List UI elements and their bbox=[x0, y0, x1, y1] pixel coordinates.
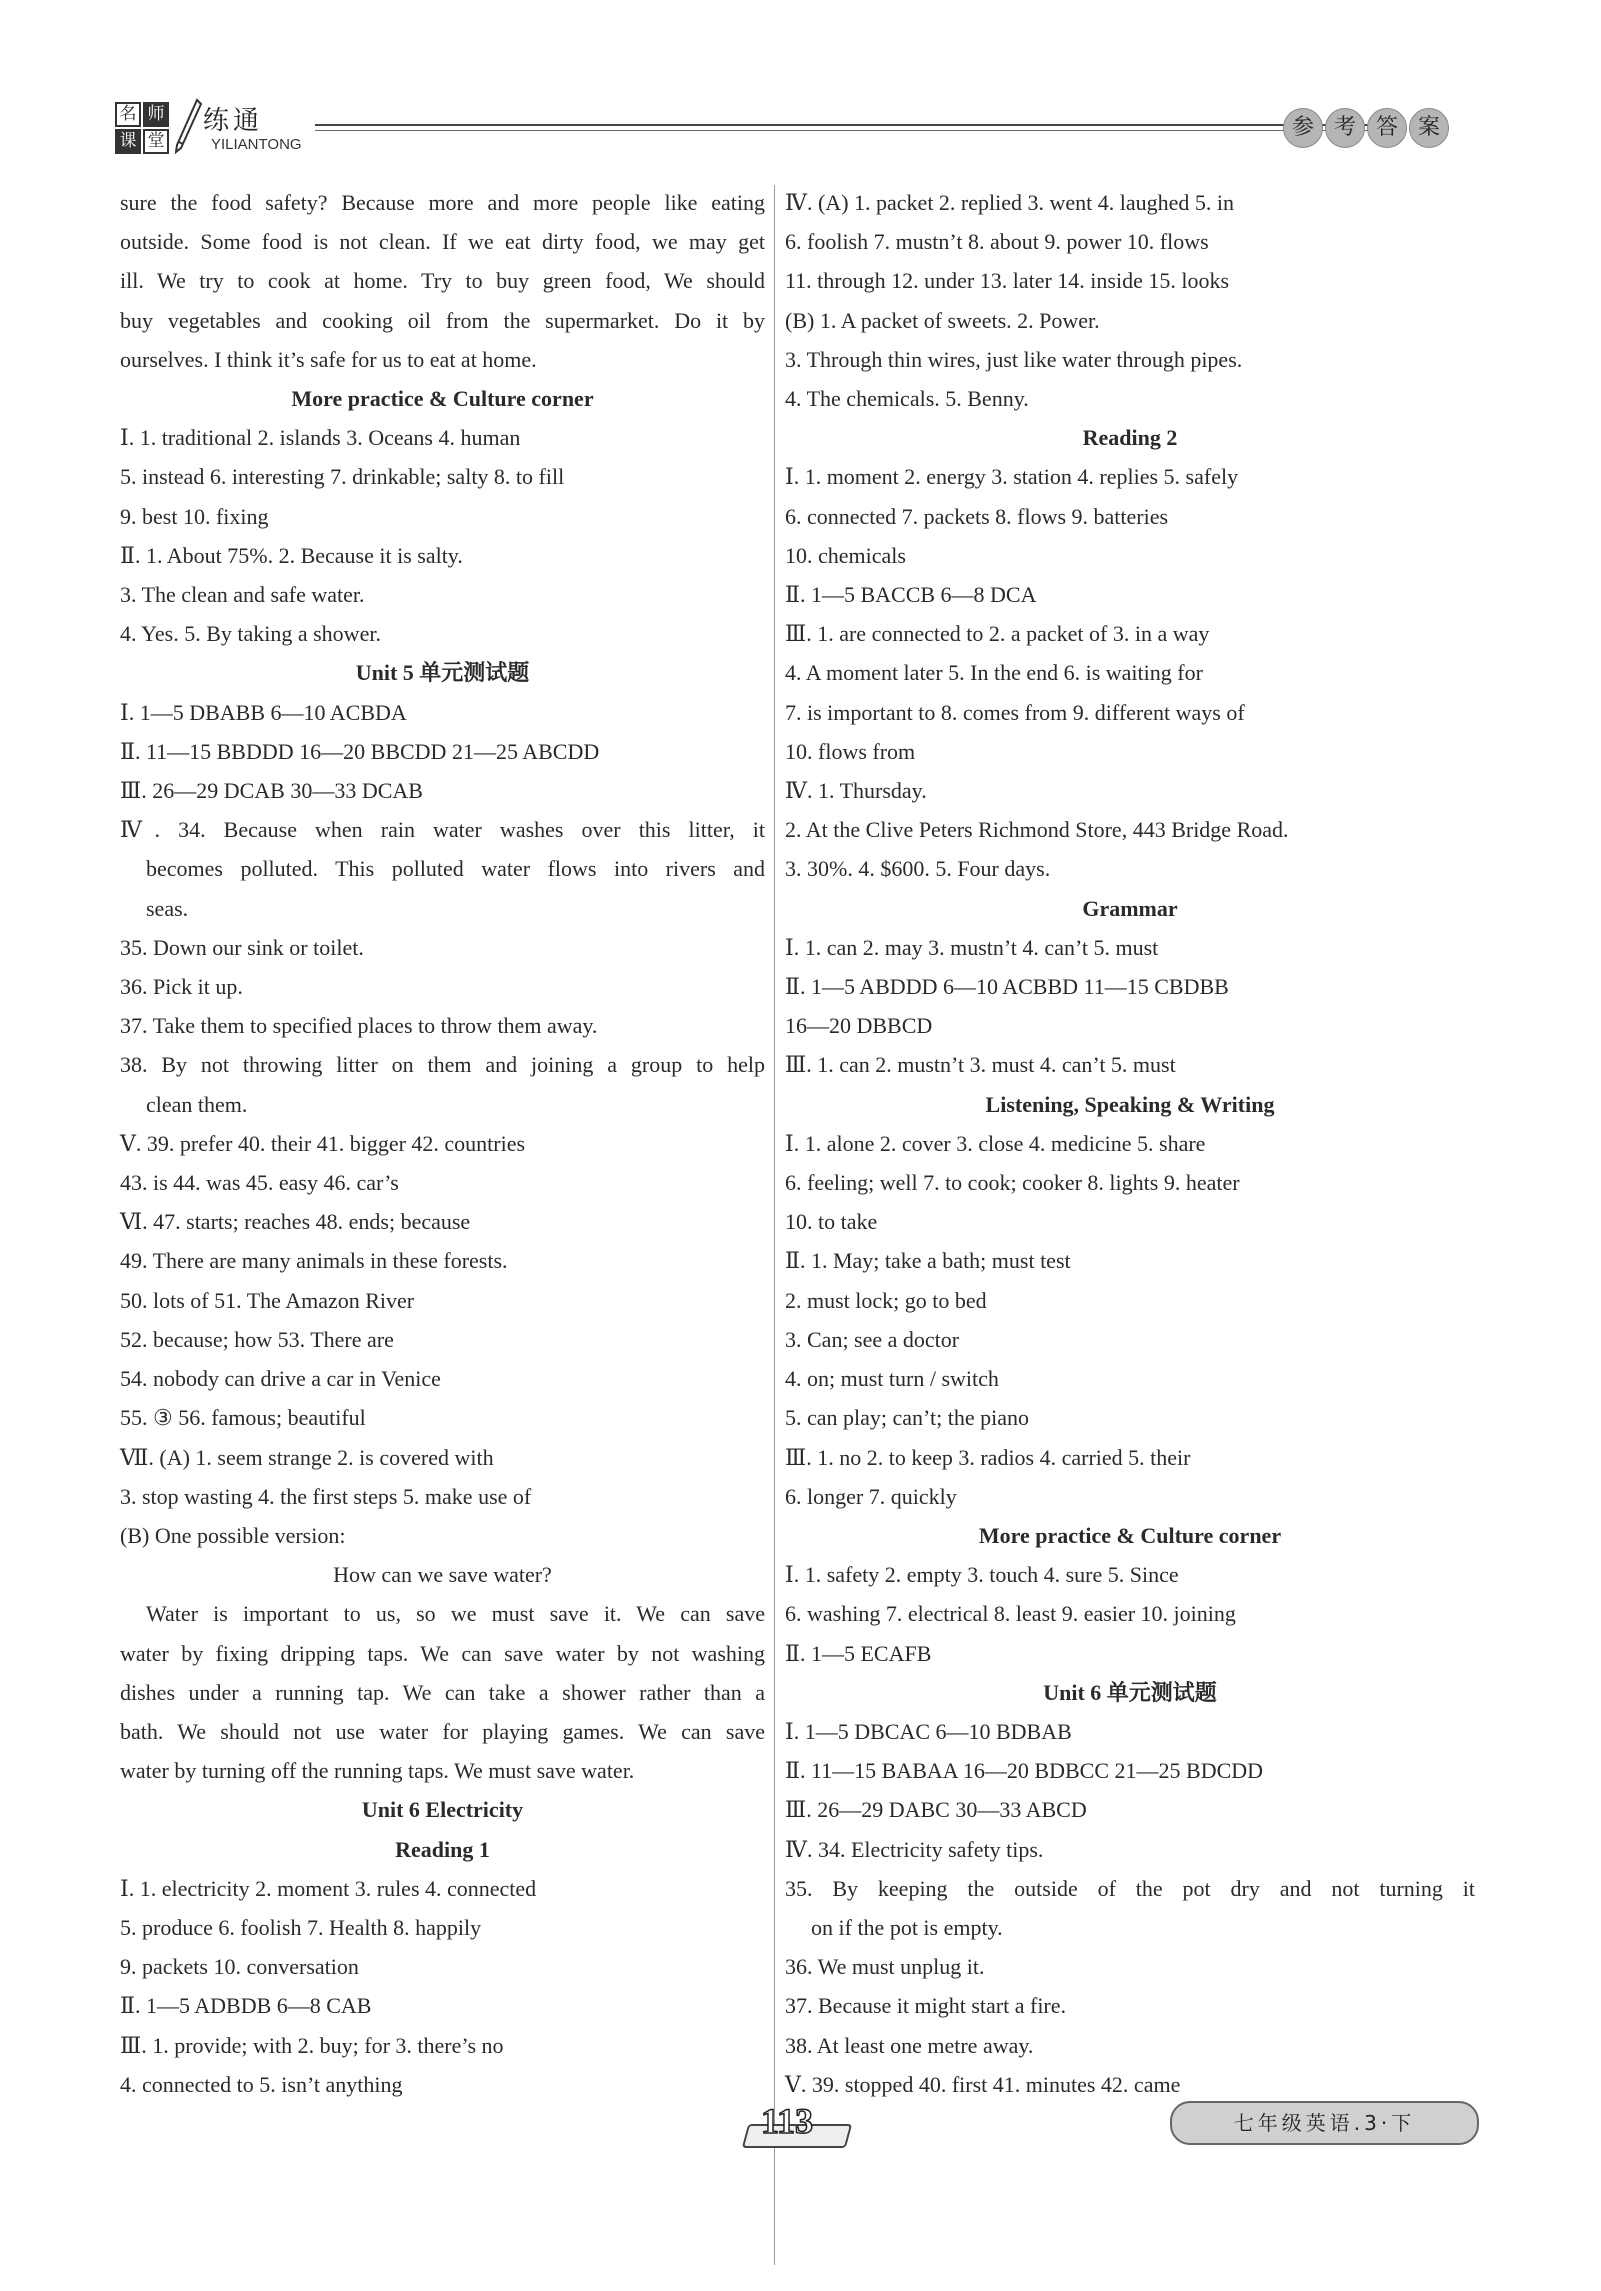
answer-line: 4. connected to 5. isn’t anything bbox=[120, 2071, 403, 2097]
answer-line: 35. By keeping the outside of the pot dry and not turning it bbox=[785, 1875, 1475, 1901]
answer-line: 36. We must unplug it. bbox=[785, 1954, 985, 1980]
answer-line: Ⅴ. 39. stopped 40. first 41. minutes 42. came bbox=[785, 2071, 1181, 2097]
header-rule bbox=[315, 124, 1390, 126]
answer-line: seas. bbox=[146, 895, 189, 921]
answer-line: Ⅰ. 1—5 DBABB 6—10 ACBDA bbox=[120, 699, 407, 725]
answer-line: 3. 30%. 4. $600. 5. Four days. bbox=[785, 856, 1051, 882]
logo-char: 名 bbox=[115, 102, 141, 127]
logo-char: 课 bbox=[115, 129, 141, 154]
answer-line: 4. The chemicals. 5. Benny. bbox=[785, 386, 1029, 412]
answer-line: (B) One possible version: bbox=[120, 1522, 346, 1548]
answer-line: 5. produce 6. foolish 7. Health 8. happily bbox=[120, 1914, 482, 1940]
answer-line: 52. because; how 53. There are bbox=[120, 1326, 394, 1352]
answer-line: ill. We try to cook at home. Try to buy green food, We should bbox=[120, 268, 765, 294]
answer-line: Ⅱ. 1—5 ADBDB 6—8 CAB bbox=[120, 1993, 372, 2019]
answer-line: Ⅰ. 1. electricity 2. moment 3. rules 4. connected bbox=[120, 1875, 537, 1901]
section-heading: Grammar bbox=[1082, 895, 1178, 921]
answer-line: 49. There are many animals in these forests. bbox=[120, 1248, 508, 1274]
answer-line: 10. flows from bbox=[785, 738, 916, 764]
answer-line: 10. chemicals bbox=[785, 542, 906, 568]
answer-line: buy vegetables and cooking oil from the supermarket. Do it by bbox=[120, 307, 765, 333]
brand-subtitle: YILIANTONG bbox=[211, 136, 302, 153]
answer-line: 6. feeling; well 7. to cook; cooker 8. lights 9. heater bbox=[785, 1170, 1240, 1196]
answer-line: Ⅱ. 1. May; take a bath; must test bbox=[785, 1248, 1071, 1274]
answer-line: Ⅱ. 11—15 BABAA 16—20 BDBCC 21—25 BDCDD bbox=[785, 1758, 1264, 1784]
answer-line: 5. instead 6. interesting 7. drinkable; salty 8. to fill bbox=[120, 464, 565, 490]
answer-line: Ⅲ. 26—29 DCAB 30—33 DCAB bbox=[120, 778, 423, 804]
brand-name: 练通 bbox=[203, 106, 264, 136]
essay-title: How can we save water? bbox=[333, 1562, 552, 1588]
answer-line: Ⅲ. 26—29 DABC 30—33 ABCD bbox=[785, 1797, 1087, 1823]
answer-line: 36. Pick it up. bbox=[120, 974, 243, 1000]
essay-line: bath. We should not use water for playing games. We can save bbox=[120, 1718, 765, 1744]
section-heading: Reading 1 bbox=[395, 1836, 490, 1862]
answer-line: outside. Some food is not clean. If we eat dirty food, we may get bbox=[120, 229, 765, 255]
answer-key-char: 参 bbox=[1283, 108, 1323, 148]
answer-line: 9. packets 10. conversation bbox=[120, 1954, 359, 1980]
answer-line: Ⅱ. 1—5 ECAFB bbox=[785, 1640, 932, 1666]
answer-line: Ⅰ. 1. safety 2. empty 3. touch 4. sure 5. Since bbox=[785, 1562, 1179, 1588]
answer-line: ourselves. I think it’s safe for us to eat at home. bbox=[120, 346, 537, 372]
answer-line: 3. The clean and safe water. bbox=[120, 582, 365, 608]
essay-line: dishes under a running tap. We can take a shower rather than a bbox=[120, 1679, 765, 1705]
answer-line: Ⅱ. 11—15 BBDDD 16—20 BBCDD 21—25 ABCDD bbox=[120, 738, 600, 764]
column-divider bbox=[774, 185, 775, 2265]
unit-heading: Unit 6 Electricity bbox=[361, 1797, 524, 1823]
logo-char: 堂 bbox=[143, 129, 169, 154]
answer-line: Ⅰ. 1—5 DBCAC 6—10 BDBAB bbox=[785, 1718, 1072, 1744]
answer-line: clean them. bbox=[146, 1091, 248, 1117]
answer-line: 9. best 10. fixing bbox=[120, 503, 269, 529]
answer-line: 5. can play; can’t; the piano bbox=[785, 1405, 1029, 1431]
page-number-badge bbox=[745, 2100, 855, 2152]
answer-line: 6. connected 7. packets 8. flows 9. batteries bbox=[785, 503, 1169, 529]
answer-key-char: 考 bbox=[1325, 108, 1365, 148]
publisher-logo bbox=[115, 102, 169, 154]
answer-line: 50. lots of 51. The Amazon River bbox=[120, 1287, 415, 1313]
answer-line: Ⅰ. 1. traditional 2. islands 3. Oceans 4. human bbox=[120, 425, 521, 451]
left-column bbox=[120, 183, 765, 2104]
answer-line: Ⅵ. 47. starts; reaches 48. ends; because bbox=[120, 1209, 471, 1235]
answer-line: 2. must lock; go to bed bbox=[785, 1287, 987, 1313]
answer-line: 3. Can; see a doctor bbox=[785, 1326, 960, 1352]
answer-line: 4. Yes. 5. By taking a shower. bbox=[120, 621, 381, 647]
section-heading: Listening, Speaking & Writing bbox=[985, 1091, 1275, 1117]
answer-line: 55. ③ 56. famous; beautiful bbox=[120, 1405, 366, 1431]
answer-line: 35. Down our sink or toilet. bbox=[120, 934, 364, 960]
answer-line: Ⅰ. 1. alone 2. cover 3. close 4. medicine 5. share bbox=[785, 1130, 1206, 1156]
section-heading: More practice & Culture corner bbox=[291, 386, 594, 412]
answer-line: 4. A moment later 5. In the end 6. is waiting for bbox=[785, 660, 1203, 686]
answer-line: 37. Take them to specified places to throw them away. bbox=[120, 1013, 598, 1039]
answer-line: Ⅲ. 1. can 2. mustn’t 3. must 4. can’t 5. must bbox=[785, 1052, 1176, 1078]
answer-line: 11. through 12. under 13. later 14. inside 15. looks bbox=[785, 268, 1230, 294]
answer-line: Ⅳ. 1. Thursday. bbox=[785, 778, 927, 804]
section-heading: Unit 5 单元测试题 bbox=[355, 660, 530, 686]
page-number: 113 bbox=[761, 2101, 814, 2141]
answer-line: 38. At least one metre away. bbox=[785, 2032, 1034, 2058]
answer-line: Ⅳ. 34. Electricity safety tips. bbox=[785, 1836, 1044, 1862]
answer-key-label bbox=[1283, 108, 1449, 148]
answer-line: 2. At the Clive Peters Richmond Store, 443 Bridge Road. bbox=[785, 817, 1289, 843]
section-heading: More practice & Culture corner bbox=[978, 1522, 1282, 1548]
page-header bbox=[115, 98, 1475, 158]
logo-char: 师 bbox=[143, 102, 169, 127]
answer-line: 6. longer 7. quickly bbox=[785, 1483, 957, 1509]
essay-line: water by fixing dripping taps. We can save water by not washing bbox=[120, 1640, 765, 1666]
answer-line: Ⅱ. 1—5 ABDDD 6—10 ACBBD 11—15 CBDBB bbox=[785, 974, 1229, 1000]
answer-line: 38. By not throwing litter on them and joining a group to help bbox=[120, 1052, 765, 1078]
answer-line: Ⅲ. 1. are connected to 2. a packet of 3. in a way bbox=[785, 621, 1210, 647]
answer-line: Ⅲ. 1. provide; with 2. buy; for 3. there’s no bbox=[120, 2032, 504, 2058]
header-rule bbox=[315, 130, 1390, 131]
answer-key-char: 案 bbox=[1409, 108, 1449, 148]
right-column bbox=[785, 183, 1475, 2104]
answer-line: Ⅰ. 1. can 2. may 3. mustn’t 4. can’t 5. must bbox=[785, 934, 1159, 960]
answer-line: 4. on; must turn / switch bbox=[785, 1366, 999, 1392]
answer-line: 37. Because it might start a fire. bbox=[785, 1993, 1067, 2019]
answer-line: (B) 1. A packet of sweets. 2. Power. bbox=[785, 307, 1100, 333]
answer-line: 6. washing 7. electrical 8. least 9. easier 10. joining bbox=[785, 1601, 1236, 1627]
answer-line: on if the pot is empty. bbox=[811, 1914, 1003, 1940]
pen-icon bbox=[173, 98, 203, 154]
answer-line: 3. stop wasting 4. the first steps 5. make use of bbox=[120, 1483, 532, 1509]
essay-line: Water is important to us, so we must save it. We can save bbox=[146, 1601, 765, 1627]
answer-line: Ⅱ. 1—5 BACCB 6—8 DCA bbox=[785, 582, 1037, 608]
answer-line: 6. foolish 7. mustn’t 8. about 9. power 10. flows bbox=[785, 229, 1209, 255]
answer-key-char: 答 bbox=[1367, 108, 1407, 148]
answer-line: sure the food safety? Because more and more people like eating bbox=[120, 190, 765, 215]
section-heading: Unit 6 单元测试题 bbox=[1043, 1679, 1217, 1705]
section-heading: Reading 2 bbox=[1082, 425, 1178, 451]
answer-line: Ⅳ. 34. Because when rain water washes over this litter, it bbox=[120, 817, 765, 843]
answer-line: 3. Through thin wires, just like water through pipes. bbox=[785, 346, 1243, 372]
answer-line: Ⅳ. (A) 1. packet 2. replied 3. went 4. laughed 5. in bbox=[785, 190, 1235, 215]
essay-line: water by turning off the running taps. We must save water. bbox=[120, 1758, 635, 1784]
answer-line: Ⅲ. 1. no 2. to keep 3. radios 4. carried 5. their bbox=[785, 1444, 1191, 1470]
answer-line: 10. to take bbox=[785, 1209, 878, 1235]
answer-line: Ⅴ. 39. prefer 40. their 41. bigger 42. countries bbox=[120, 1130, 526, 1156]
answer-line: Ⅰ. 1. moment 2. energy 3. station 4. replies 5. safely bbox=[785, 464, 1239, 490]
answer-line: 43. is 44. was 45. easy 46. car’s bbox=[120, 1170, 399, 1196]
answer-line: Ⅱ. 1. About 75%. 2. Because it is salty. bbox=[120, 542, 463, 568]
answer-line: 16—20 DBBCD bbox=[785, 1013, 933, 1039]
grade-label: 七年级英语.3·下 bbox=[1170, 2101, 1479, 2145]
answer-line: becomes polluted. This polluted water flows into rivers and bbox=[146, 856, 765, 882]
answer-line: 7. is important to 8. comes from 9. different ways of bbox=[785, 699, 1245, 725]
answer-line: Ⅶ. (A) 1. seem strange 2. is covered with bbox=[120, 1444, 494, 1470]
answer-line: 54. nobody can drive a car in Venice bbox=[120, 1366, 441, 1392]
